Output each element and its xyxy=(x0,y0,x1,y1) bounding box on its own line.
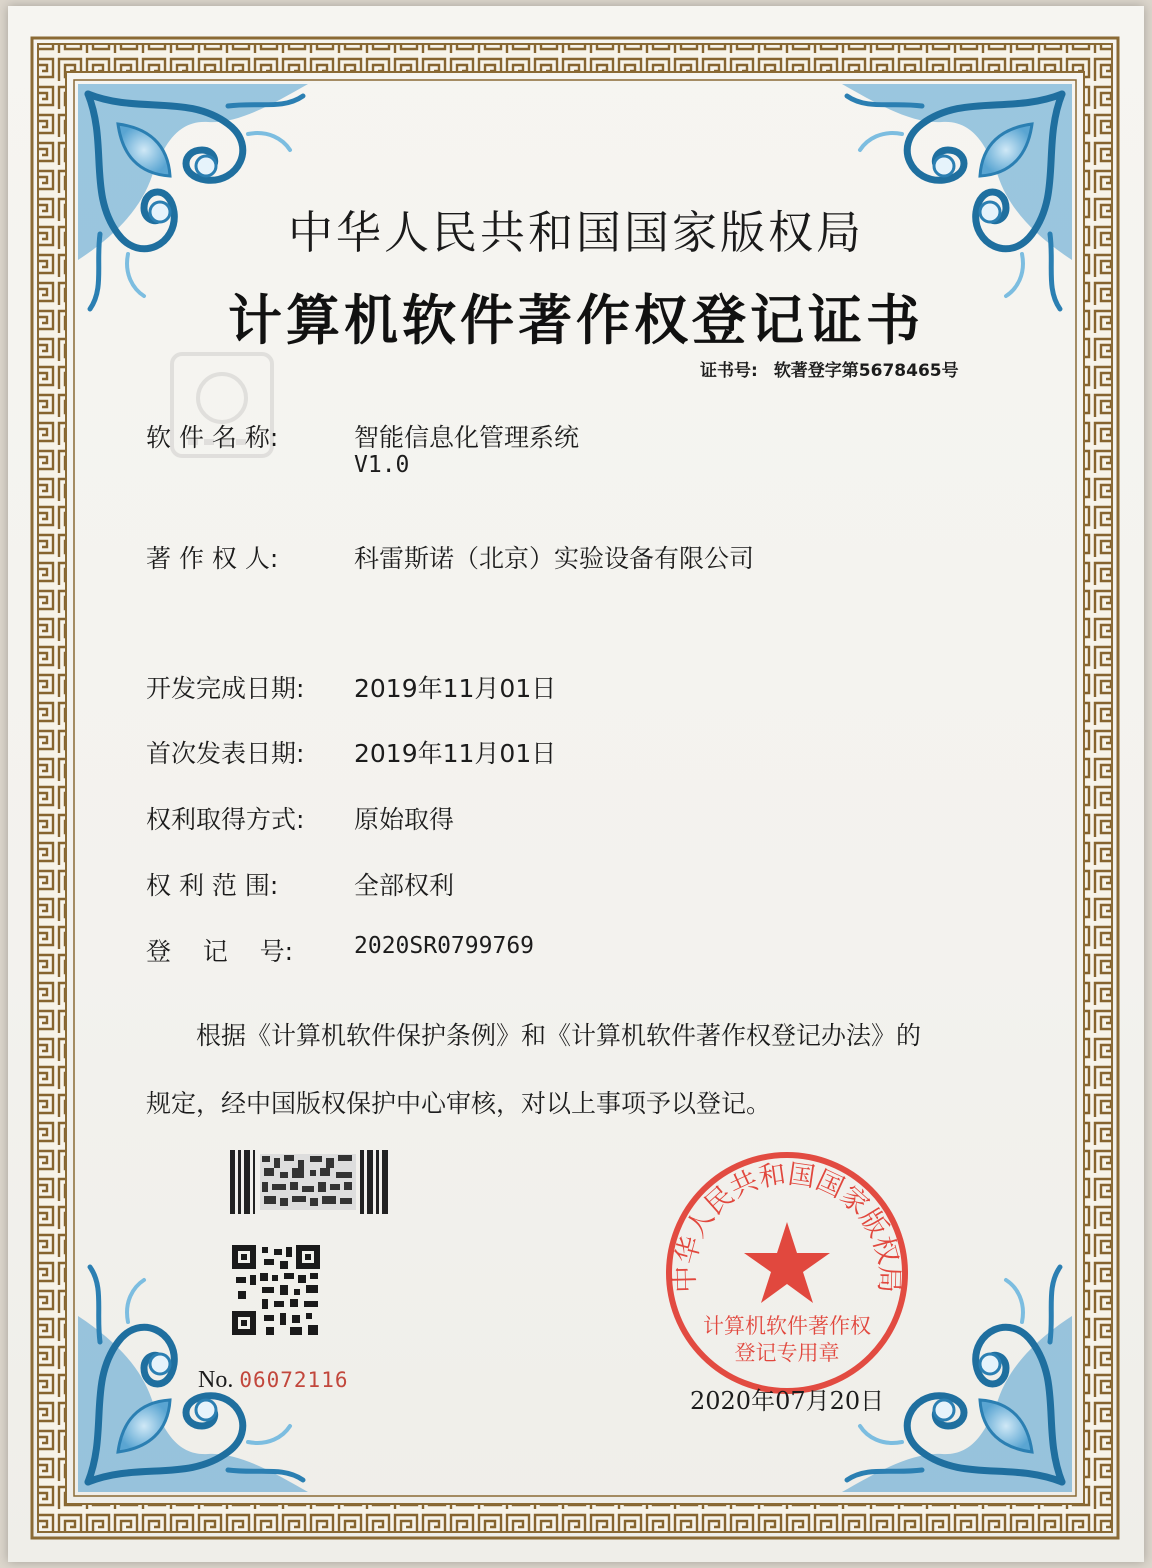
serial-number-value: 06072116 xyxy=(239,1368,349,1392)
seal-ring-text: 中华人民共和国国家版权局 xyxy=(669,1158,905,1294)
scope-label: 权 利 范 围: xyxy=(146,871,279,900)
owner-label: 著 作 权 人: xyxy=(146,544,279,573)
seal-inner-line-2: 登记专用章 xyxy=(734,1341,840,1365)
barcode xyxy=(230,1150,390,1214)
certificate-number-label: 证书号: xyxy=(700,361,758,381)
qr-code xyxy=(232,1245,320,1335)
software-version: V1.0 xyxy=(354,452,410,478)
software-name-label: 软 件 名 称: xyxy=(146,423,279,452)
registration-value: 2020SR0799769 xyxy=(354,933,535,959)
dev-date-label: 开发完成日期: xyxy=(146,674,305,703)
pub-date-label: 首次发表日期: xyxy=(146,739,305,768)
statement-line-1: 根据《计算机软件保护条例》和《计算机软件著作权登记办法》的 xyxy=(196,1021,922,1050)
scope-value: 全部权利 xyxy=(354,871,455,900)
serial-number xyxy=(198,1367,349,1394)
dev-date-value: 2019年11月01日 xyxy=(354,674,557,703)
seal-inner-line-1: 计算机软件著作权 xyxy=(703,1314,871,1338)
registration-label: 登 记 号: xyxy=(146,937,293,966)
certificate-number xyxy=(700,356,959,381)
pub-date-value: 2019年11月01日 xyxy=(354,739,557,768)
certificate-title: 计算机软件著作权登记证书 xyxy=(228,288,924,352)
issue-date: 2020年07月20日 xyxy=(690,1387,885,1415)
acquisition-value: 原始取得 xyxy=(354,805,455,834)
software-name-value: 智能信息化管理系统 xyxy=(354,423,580,452)
certificate-number-value: 软著登字第5678465号 xyxy=(773,361,959,381)
acquisition-label: 权利取得方式: xyxy=(146,805,305,834)
official-seal xyxy=(664,1150,910,1396)
issuer-heading: 中华人民共和国国家版权局 xyxy=(287,206,864,259)
owner-value: 科雷斯诺（北京）实验设备有限公司 xyxy=(354,544,755,573)
statement-line-2: 规定，经中国版权保护中心审核，对以上事项予以登记。 xyxy=(146,1089,772,1118)
serial-prefix: No. xyxy=(198,1367,234,1393)
